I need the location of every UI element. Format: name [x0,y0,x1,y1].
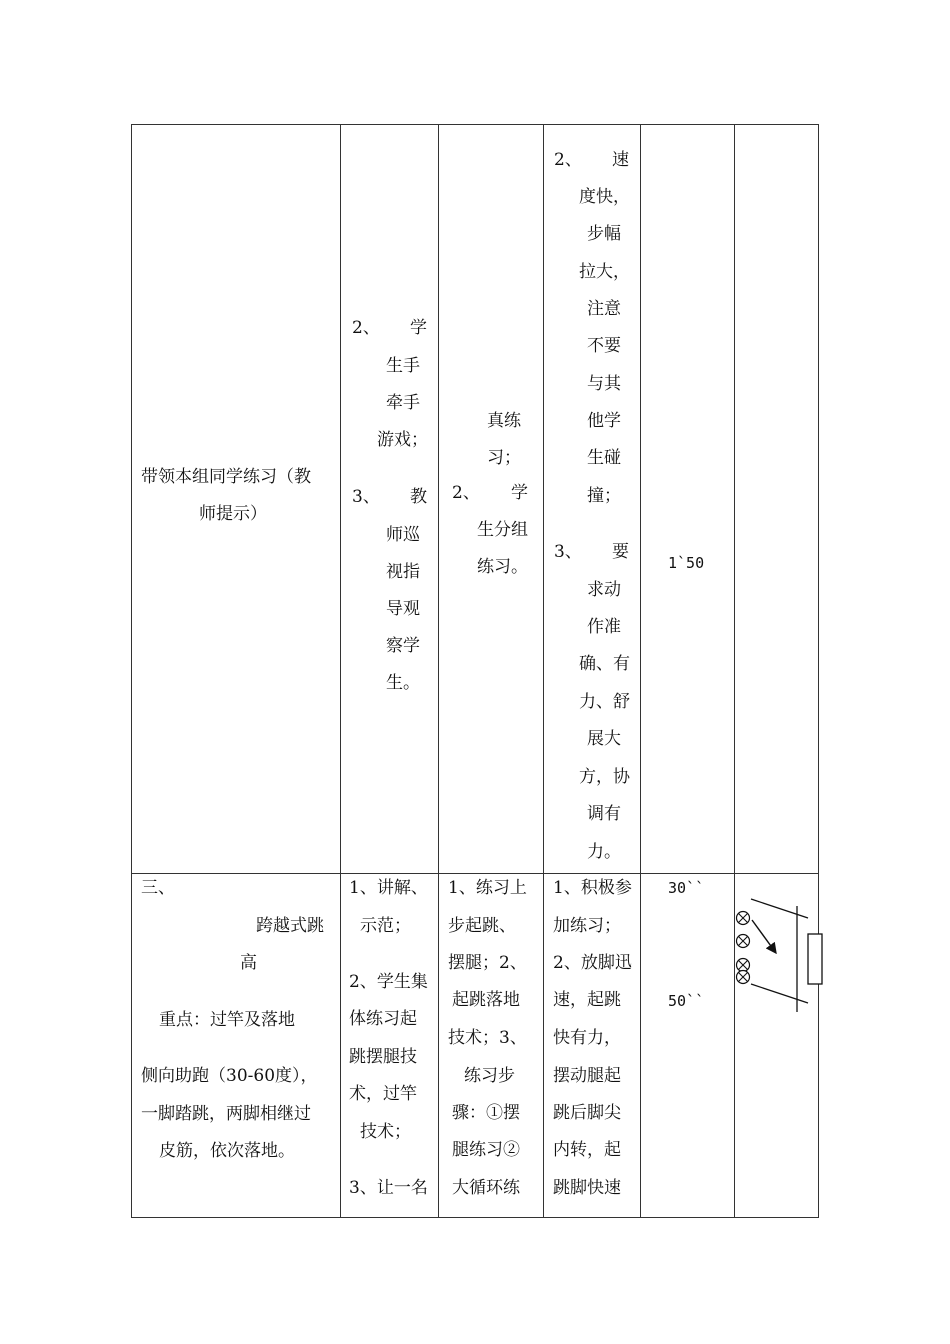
practice-text: 2、 [452,483,480,503]
practice-text: 起跳落地 [452,990,520,1010]
content-text: 三、 [141,878,175,898]
requirement-text: 2、 [554,150,582,170]
requirement-text: 求动 [587,580,621,600]
requirement-text: 2、放脚迅 [553,953,632,973]
requirement-text: 跳后脚尖 [553,1103,621,1123]
requirement-text: 要 [612,542,629,562]
diagram-line [751,899,808,918]
practice-text: 生分组 [477,520,528,540]
method-text: 师巡 [386,525,420,545]
method-text: 示范； [360,916,411,936]
content-text: 带领本组同学练习（教 [141,467,311,487]
method-text: 体练习起 [349,1009,417,1029]
method-text: 跳摆腿技 [349,1047,417,1067]
requirement-text: 方，协 [579,767,630,787]
method-text: 3、 [352,487,380,507]
practice-text: 腿练习② [452,1140,520,1160]
practice-text: 步起跳、 [448,916,516,936]
method-text: 1、讲解、 [349,878,428,898]
practice-text: 习； [487,448,521,468]
practice-text: 摆腿；2、 [448,953,527,973]
practice-text: 技术；3、 [448,1028,527,1048]
requirement-text: 度快， [579,187,630,207]
requirement-text: 不要 [587,336,621,356]
student-icon [737,959,750,972]
student-icon [737,935,750,948]
method-text: 学 [410,318,427,338]
requirement-text: 与其 [587,374,621,394]
time-text: 30`` [668,879,705,897]
content-text: 师提示） [199,504,267,524]
requirement-text: 力、舒 [579,692,630,712]
requirement-text: 加练习； [553,916,621,936]
requirement-text: 确、有 [579,654,630,674]
requirement-text: 内转，起 [553,1140,621,1160]
requirement-text: 作准 [587,617,621,637]
practice-text: 大循环练 [452,1178,520,1198]
student-icon [737,971,750,984]
content-text: 跨越式跳 [256,916,324,936]
method-text: 游戏； [377,430,428,450]
method-text: 视指 [386,562,420,582]
method-text: 2、 [352,318,380,338]
requirement-text: 跳脚快速 [553,1178,621,1198]
method-text: 导观 [386,599,420,619]
time-text: 50`` [668,992,705,1010]
method-text: 生。 [386,673,420,693]
requirement-text: 力。 [587,842,621,862]
landing-mat [808,934,822,984]
requirement-text: 展大 [587,729,621,749]
practice-text: 学 [511,483,528,503]
method-text: 生手 [386,356,420,376]
practice-text: 练习步 [464,1066,515,1086]
practice-text: 练习。 [477,557,528,577]
method-text: 2、学生集 [349,972,428,992]
requirement-text: 注意 [587,299,621,319]
method-text: 术，过竿 [349,1084,417,1104]
requirement-text: 3、 [554,542,582,562]
requirement-text: 快有力， [553,1028,621,1048]
content-text: 高 [240,953,257,973]
diagram-line [751,984,808,1003]
requirement-text: 速 [612,150,629,170]
content-text: 一脚踏跳，两脚相继过 [141,1104,311,1124]
method-text: 牵手 [386,393,420,413]
requirement-text: 速，起跳 [553,990,621,1010]
practice-text: 骤：①摆 [452,1103,520,1123]
content-text: 重点：过竿及落地 [159,1010,295,1030]
requirement-text: 拉大， [579,262,630,282]
requirement-text: 撞； [587,486,621,506]
requirement-text: 他学 [587,411,621,431]
requirement-text: 步幅 [587,224,621,244]
time-text: 1`50 [668,554,705,572]
run-up-arrow-icon [752,920,776,953]
method-text: 技术； [360,1122,411,1142]
content-text: 皮筋，依次落地。 [159,1141,295,1161]
method-text: 察学 [386,636,420,656]
practice-text: 1、练习上 [448,878,527,898]
requirement-text: 摆动腿起 [553,1066,621,1086]
student-icon [737,912,750,925]
practice-text: 真练 [487,411,521,431]
requirement-text: 1、积极参 [553,878,632,898]
content-text: 侧向助跑（30-60度）， [141,1066,318,1086]
method-text: 教 [410,487,427,507]
method-text: 3、让一名 [349,1178,428,1198]
requirement-text: 生碰 [587,448,621,468]
requirement-text: 调有 [587,804,621,824]
